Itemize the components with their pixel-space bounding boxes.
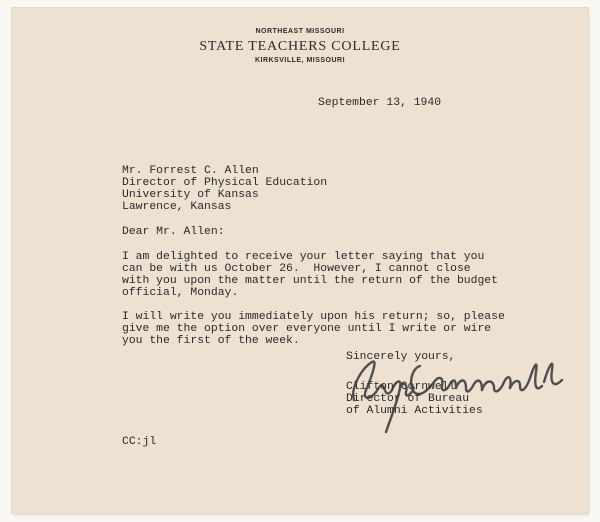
letter-sheet [12, 8, 588, 513]
signer-title-line: Director of Bureau [346, 393, 470, 405]
letterhead-institution: STATE TEACHERS COLLEGE [199, 39, 401, 54]
body-line: official, Monday. [122, 287, 239, 299]
signer-name: Clifton Cornwell [346, 381, 456, 393]
body-line: I am delighted to receive your letter saying that you [122, 251, 485, 263]
body-line: can be with us October 26. However, I cannot close [122, 263, 471, 275]
handwritten-signature [348, 338, 573, 438]
letterhead-region: NORTHEAST MISSOURI [255, 28, 345, 35]
address-line: University of Kansas [122, 189, 259, 201]
body-line: you the first of the week. [122, 335, 300, 347]
letterhead-city: KIRKSVILLE, MISSOURI [254, 57, 346, 64]
body-line: I will write you immediately upon his return; so, please [122, 311, 505, 323]
address-line: Mr. Forrest C. Allen [122, 165, 259, 177]
letter-date: September 13, 1940 [318, 97, 442, 109]
cc-notation: CC:jl [122, 436, 157, 448]
address-line: Lawrence, Kansas [122, 201, 232, 213]
body-line: give me the option over everyone until I write or wire [122, 323, 492, 335]
salutation: Dear Mr. Allen: [122, 226, 225, 238]
address-line: Director of Physical Education [122, 177, 328, 189]
body-line: with you upon the matter until the return of the budget [122, 275, 498, 287]
signer-title-line: of Alumni Activities [346, 405, 483, 417]
closing: Sincerely yours, [346, 351, 456, 363]
